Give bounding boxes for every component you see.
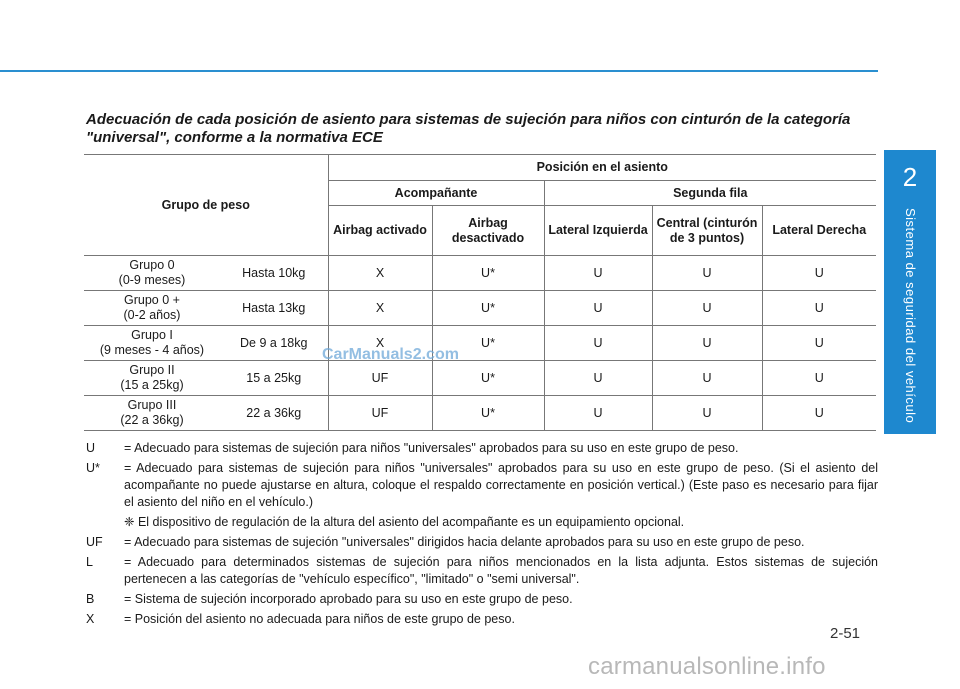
note-text: = Adecuado para sistemas de sujeción para niños "universales" aprobados para su uso en este grupo de peso. — [124, 441, 739, 455]
chapter-label: Sistema de seguridad del vehículo — [903, 208, 918, 424]
note-key: U — [86, 441, 96, 455]
note-item — [86, 460, 878, 511]
note-item — [86, 514, 878, 531]
note-text: = Adecuado para sistemas de sujeción "universales" dirigidos hacia delante aprobados para su uso en este grupo de peso. — [124, 535, 805, 549]
header-weight-group: Grupo de peso — [84, 155, 328, 256]
note-text: = Adecuado para determinados sistemas de sujeción para niños mencionados en la lista adjunta. Estos sistemas de sujeción pertenecen a las categorías de "vehículo específico", "limitado" o "semi universal". — [124, 555, 878, 586]
table-row — [84, 326, 876, 361]
note-text: = Sistema de sujeción incorporado aprobado para su uso en este grupo de peso. — [124, 592, 573, 606]
page-number: 2-51 — [830, 625, 861, 642]
top-rule — [0, 70, 878, 72]
right-cell: U — [762, 396, 876, 431]
right-cell: U — [762, 361, 876, 396]
table-row — [84, 361, 876, 396]
airbag-off-cell: U* — [432, 361, 544, 396]
note-key: B — [86, 592, 95, 606]
airbag-off-cell: U* — [432, 256, 544, 291]
weight-cell: 15 a 25kg — [220, 361, 328, 396]
weight-cell: Hasta 10kg — [220, 256, 328, 291]
note-item — [86, 591, 878, 608]
note-item — [86, 534, 878, 551]
airbag-on-cell: UF — [328, 396, 432, 431]
left-cell: U — [544, 291, 652, 326]
group-cell: Grupo 0 (0-9 meses) — [84, 256, 220, 291]
seat-suitability-table — [84, 154, 876, 431]
header-passenger: Acompañante — [328, 181, 544, 206]
airbag-on-cell: X — [328, 256, 432, 291]
header-central: Central (cinturón de 3 puntos) — [652, 206, 762, 256]
header-airbag-on: Airbag activado — [328, 206, 432, 256]
header-row-1 — [84, 155, 876, 181]
center-cell: U — [652, 256, 762, 291]
group-cell: Grupo II (15 a 25kg) — [84, 361, 220, 396]
airbag-on-cell: X — [328, 326, 432, 361]
header-second-row: Segunda fila — [544, 181, 876, 206]
chapter-number: 2 — [902, 162, 918, 192]
legend-notes — [86, 440, 878, 631]
left-cell: U — [544, 256, 652, 291]
header-seat-position: Posición en el asiento — [328, 155, 876, 181]
table-row — [84, 396, 876, 431]
left-cell: U — [544, 361, 652, 396]
center-cell: U — [652, 291, 762, 326]
right-cell: U — [762, 256, 876, 291]
note-text: = Posición del asiento no adecuada para niños de este grupo de peso. — [124, 612, 515, 626]
note-key: U* — [86, 461, 100, 475]
footer-watermark: carmanualsonline.info — [588, 653, 826, 680]
note-text: = Adecuado para sistemas de sujeción para niños "universales" aprobados para su uso en este grupo de peso. (Si el asiento del acompañante no puede ajustarse en altura, coloque el respaldo correctamente en posición vertical.) (Este paso es necesario para fijar el asiento del niño en el vehículo.) — [124, 461, 878, 509]
left-cell: U — [544, 326, 652, 361]
chapter-tab — [884, 150, 936, 434]
note-key: UF — [86, 535, 103, 549]
watermark: CarManuals2.com — [322, 346, 459, 363]
note-item — [86, 611, 878, 628]
airbag-on-cell: UF — [328, 361, 432, 396]
airbag-on-cell: X — [328, 291, 432, 326]
note-item — [86, 554, 878, 588]
center-cell: U — [652, 396, 762, 431]
group-cell: Grupo 0 + (0-2 años) — [84, 291, 220, 326]
header-lateral-left: Lateral Izquierda — [544, 206, 652, 256]
right-cell: U — [762, 291, 876, 326]
weight-cell: De 9 a 18kg — [220, 326, 328, 361]
airbag-off-cell: U* — [432, 326, 544, 361]
header-lateral-right: Lateral Derecha — [762, 206, 876, 256]
left-cell: U — [544, 396, 652, 431]
note-key: X — [86, 612, 95, 626]
center-cell: U — [652, 326, 762, 361]
center-cell: U — [652, 361, 762, 396]
table-row — [84, 291, 876, 326]
airbag-off-cell: U* — [432, 291, 544, 326]
note-item — [86, 440, 878, 457]
note-text: ❈ El dispositivo de regulación de la altura del asiento del acompañante es un equipamiento opcional. — [124, 515, 685, 529]
group-cell: Grupo III (22 a 36kg) — [84, 396, 220, 431]
header-airbag-off: Airbag desactivado — [432, 206, 544, 256]
right-cell: U — [762, 326, 876, 361]
note-key: L — [86, 555, 93, 569]
section-title: Adecuación de cada posición de asiento para sistemas de sujeción para niños con cinturón de la categoría "universal", conforme a la normativa ECE — [86, 111, 851, 146]
table-row — [84, 256, 876, 291]
weight-cell: Hasta 13kg — [220, 291, 328, 326]
group-cell: Grupo I (9 meses - 4 años) — [84, 326, 220, 361]
weight-cell: 22 a 36kg — [220, 396, 328, 431]
airbag-off-cell: U* — [432, 396, 544, 431]
